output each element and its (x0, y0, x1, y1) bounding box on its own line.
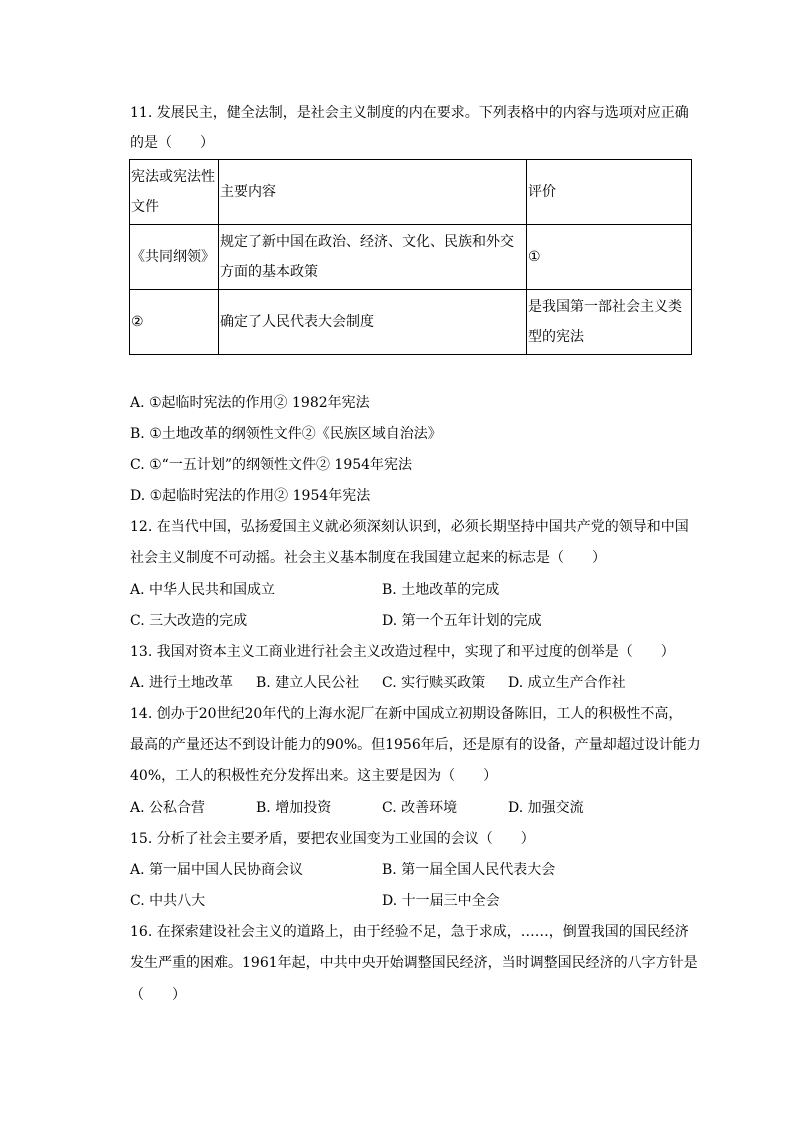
q11-stem-line1: 11. 发展民主，健全法制，是社会主义制度的内在要求。下列表格中的内容与选项对应正确 (130, 105, 689, 121)
q16-stem-line2: 发生严重的困难。1961年起，中共中央开始调整国民经济，当时调整国民经济的八字方针是 (130, 955, 698, 971)
q12-stem-line1: 12. 在当代中国，弘扬爱国主义就必须深刻认识到，必须长期坚持中国共产党的领导和中国 (130, 519, 689, 535)
table-cell: ① (527, 225, 692, 290)
q12-options-row2 (130, 611, 700, 631)
q11-table (129, 159, 692, 355)
q16-stem-line3: （ ） (130, 987, 186, 1003)
q15-stem-line1: 15. 分析了社会主要矛盾，要把农业国变为工业国的会议（ ） (130, 831, 535, 847)
q13-option-b[interactable]: B. 建立人民公社 (256, 675, 360, 691)
q14-options-row (130, 798, 700, 818)
table-header-cell: 宪法或宪法性文件 (130, 160, 219, 225)
q14-option-b[interactable]: B. 增加投资 (256, 800, 332, 816)
q15-option-a[interactable]: A. 第一届中国人民协商会议 (130, 862, 304, 878)
q14-stem-line2: 最高的产量还达不到设计能力的90%。但1956年后，还是原有的设备，产量却超过设计能力 (130, 737, 701, 753)
q15-option-c[interactable]: C. 中共八大 (130, 893, 206, 909)
q14-option-d[interactable]: D. 加强交流 (508, 800, 584, 816)
q12-options-row1 (130, 580, 700, 600)
q11-option-a[interactable]: A. ①起临时宪法的作用② 1982年宪法 (130, 395, 370, 411)
q14-stem-line3: 40%，工人的积极性充分发挥出来。这主要是因为（ ） (130, 768, 498, 784)
table-cell: 确定了人民代表大会制度 (219, 290, 527, 355)
table-row (130, 225, 692, 290)
q14-stem-line1: 14. 创办于20世纪20年代的上海水泥厂在新中国成立初期设备陈旧，工人的积极性不高， (130, 706, 683, 722)
q14-option-a[interactable]: A. 公私合营 (130, 800, 206, 816)
q11-stem-line2: 的是（ ） (130, 135, 214, 151)
q12-option-b[interactable]: B. 土地改革的完成 (382, 582, 500, 598)
table-header-cell: 评价 (527, 160, 692, 225)
table-header-cell: 主要内容 (219, 160, 527, 225)
q12-stem-line2: 社会主义制度不可动摇。社会主义基本制度在我国建立起来的标志是（ ） (130, 550, 606, 566)
q15-option-b[interactable]: B. 第一届全国人民代表大会 (382, 862, 556, 878)
q15-option-d[interactable]: D. 十一届三中全会 (382, 893, 500, 909)
q11-option-d[interactable]: D. ①起临时宪法的作用② 1954年宪法 (130, 488, 371, 504)
q15-options-row1 (130, 860, 700, 880)
table-cell: 《共同纲领》 (130, 225, 219, 290)
q16-stem-line1: 16. 在探索建设社会主义的道路上，由于经验不足，急于求成，……，倒置我国的国民经济 (130, 924, 689, 940)
table-header-row (130, 160, 692, 225)
q12-option-d[interactable]: D. 第一个五年计划的完成 (382, 613, 542, 629)
q13-option-c[interactable]: C. 实行赎买政策 (382, 675, 486, 691)
q11-option-c[interactable]: C. ①“一五计划”的纲领性文件② 1954年宪法 (130, 457, 413, 473)
q13-options-row (130, 673, 700, 693)
q15-options-row2 (130, 891, 700, 911)
q14-option-c[interactable]: C. 改善环境 (382, 800, 458, 816)
q12-option-a[interactable]: A. 中华人民共和国成立 (130, 582, 276, 598)
q13-option-a[interactable]: A. 进行土地改革 (130, 675, 234, 691)
q13-stem-line1: 13. 我国对资本主义工商业进行社会主义改造过程中，实现了和平过度的创举是（ ） (130, 644, 675, 660)
q11-option-b[interactable]: B. ①土地改革的纲领性文件②《民族区域自治法》 (130, 426, 442, 442)
q13-option-d[interactable]: D. 成立生产合作社 (508, 675, 626, 691)
table-row (130, 290, 692, 355)
table-cell: 规定了新中国在政治、经济、文化、民族和外交方面的基本政策 (219, 225, 527, 290)
table-cell: ② (130, 290, 219, 355)
table-cell: 是我国第一部社会主义类型的宪法 (527, 290, 692, 355)
q12-option-c[interactable]: C. 三大改造的完成 (130, 613, 248, 629)
